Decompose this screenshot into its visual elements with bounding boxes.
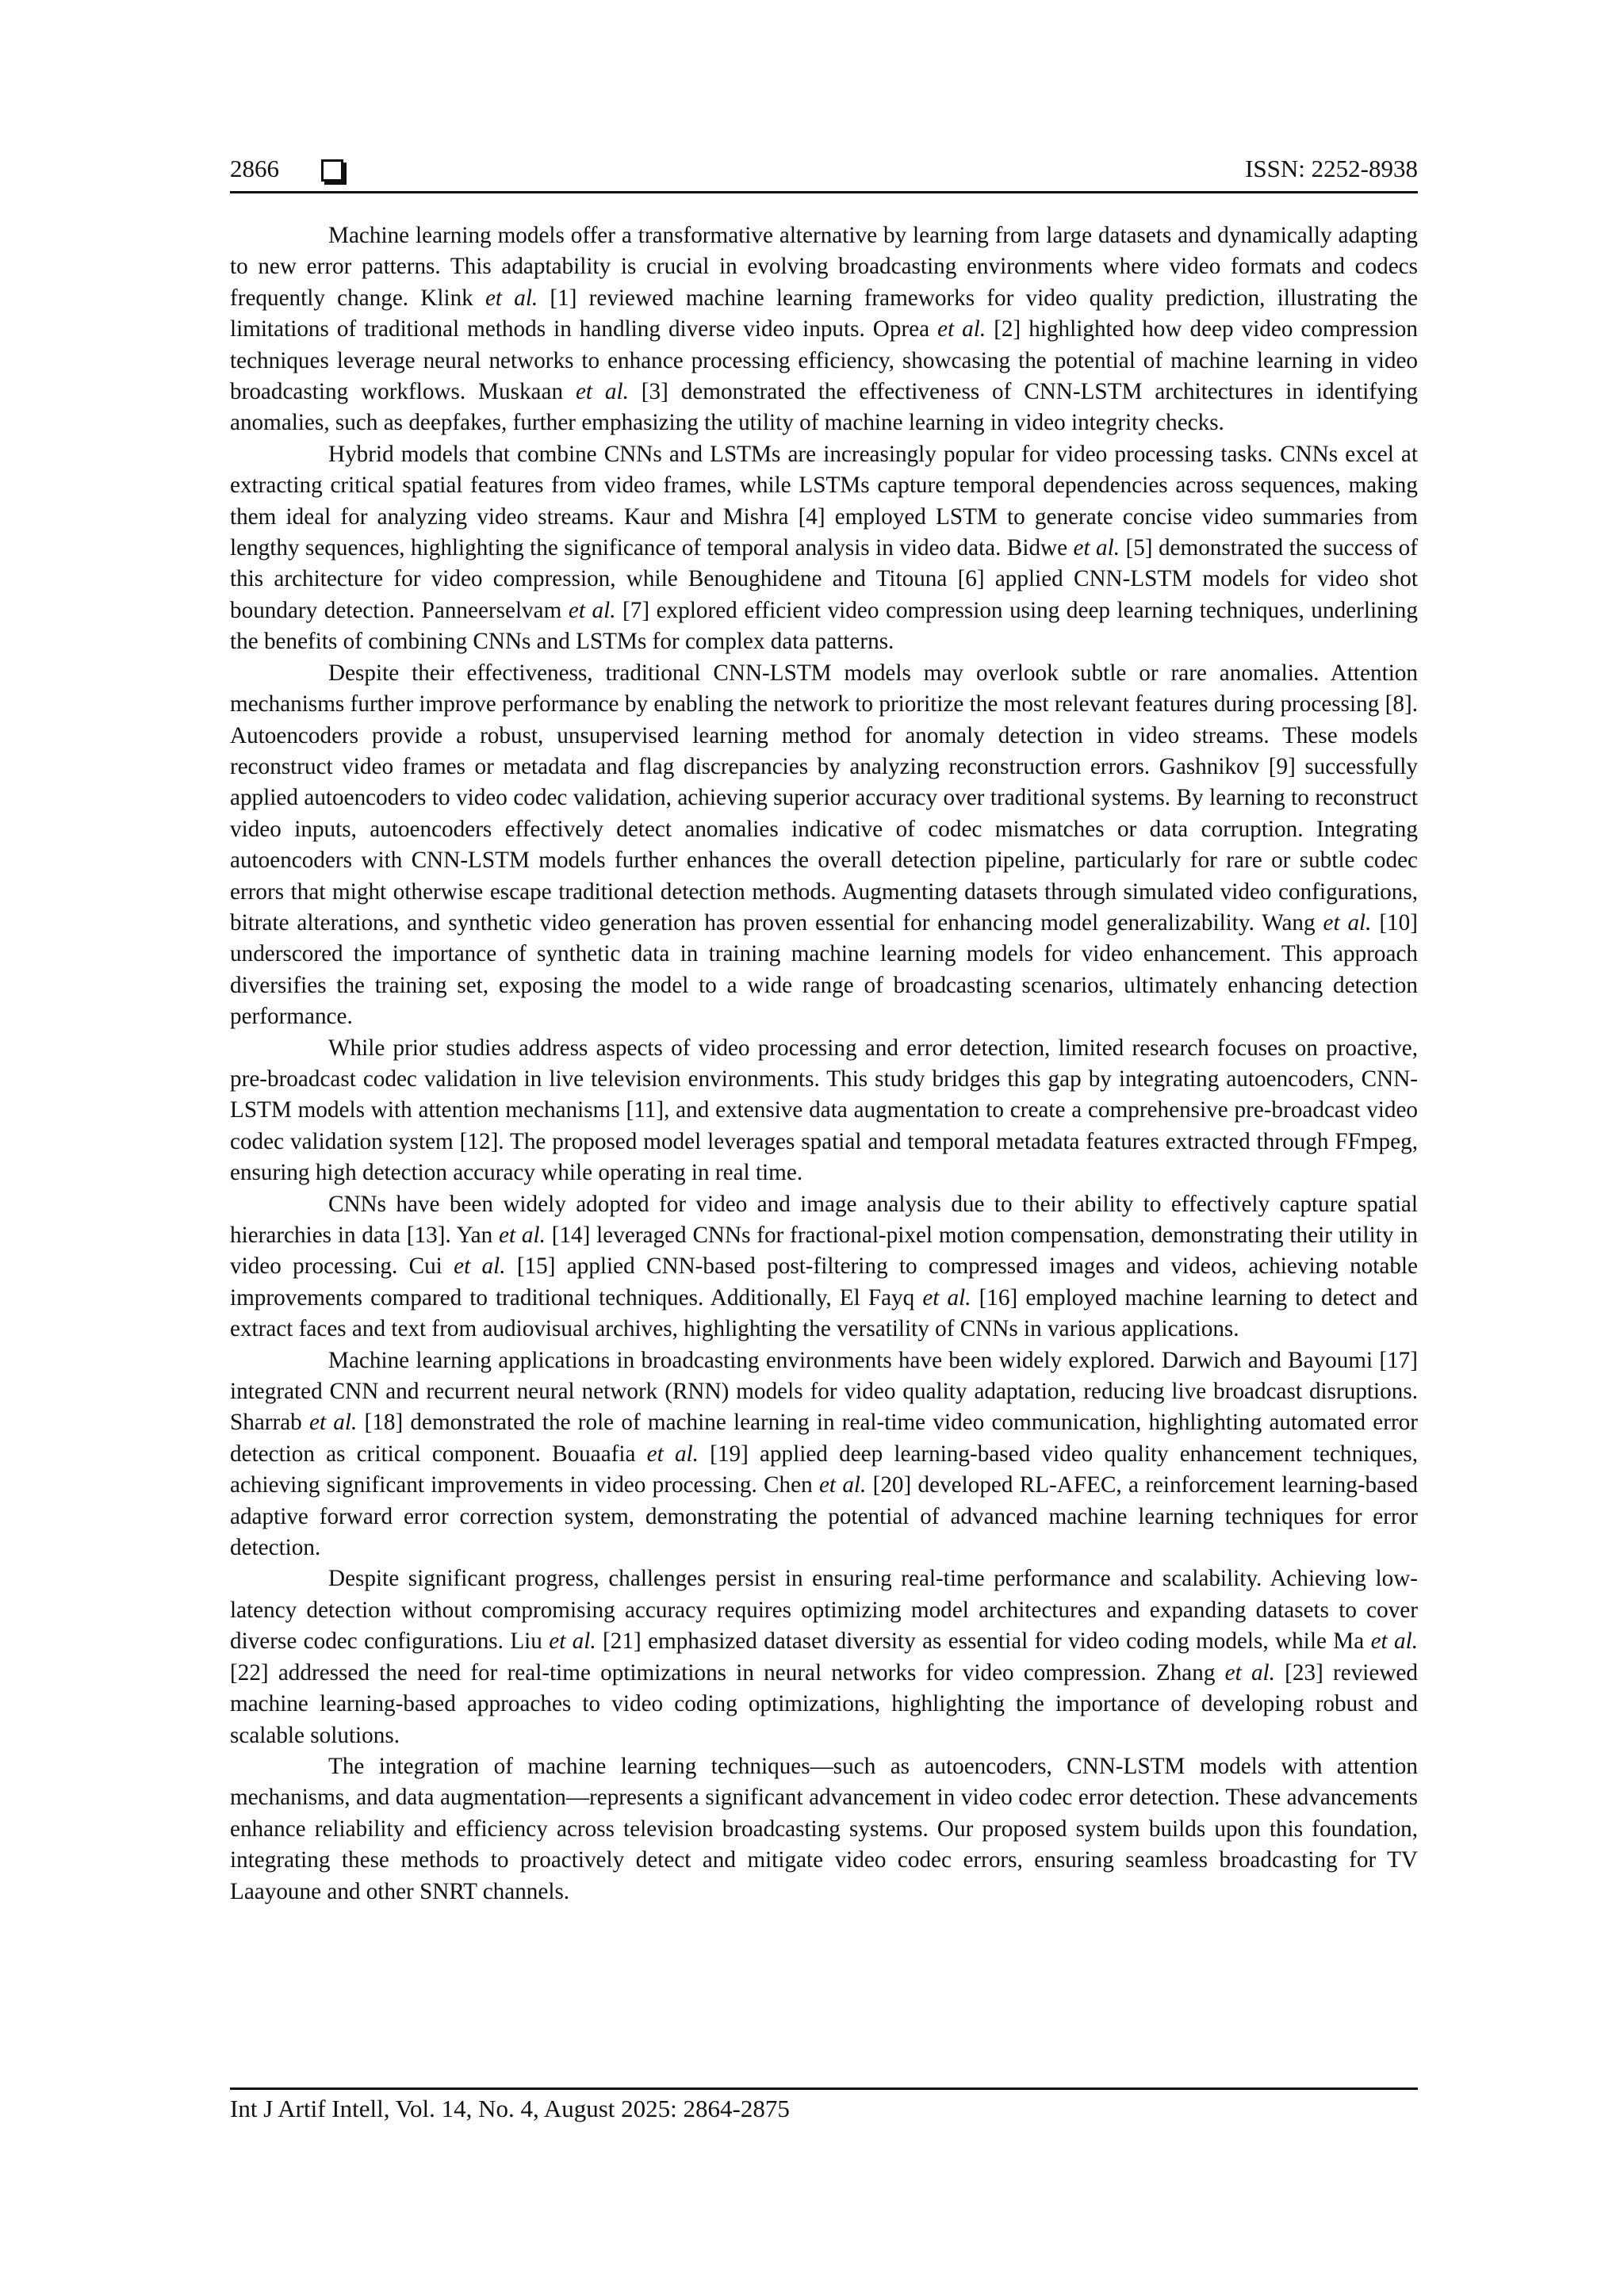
paragraph-5: CNNs have been widely adopted for video and image analysis due to their ability to effectively capture spatial hierarchies in data [13]. Yan et al. [14] leveraged CNNs for fractional-pixel motion compensation, demonstrating their utility in video processing. Cui et al. [15] applied CNN-based post-filtering to compressed images and videos, achieving notable improvements compared to traditional techniques. Additionally, El Fayq et al. [16] employed machine learning to detect and extract faces and text from audiovisual archives, highlighting the versatility of CNNs in various applications. bbox=[230, 1191, 1418, 1342]
header-rule bbox=[230, 191, 1418, 193]
paragraph-6: Machine learning applications in broadcasting environments have been widely explored. Darwich and Bayoumi [17] integrated CNN and recurrent neural network (RNN) models for video quality adaptation, reducing live broadcast disruptions. Sharrab et al. [18] demonstrated the role of machine learning in real-time video communication, highlighting automated error detection as critical component. Bouaafia et al. [19] applied deep learning-based video quality enhancement techniques, achieving significant improvements in video processing. Chen et al. [20] developed RL-AFEC, a reinforcement learning-based adaptive forward error correction system, demonstrating the potential of advanced machine learning techniques for error detection. bbox=[230, 1347, 1418, 1561]
footer-rule bbox=[230, 2087, 1418, 2090]
paragraph-1: Machine learning models offer a transformative alternative by learning from large datasets and dynamically adapting to new error patterns. This adaptability is crucial in evolving broadcasting environments where video formats and codecs frequently change. Klink et al. [1] reviewed machine learning frameworks for video quality prediction, illustrating the limitations of traditional methods in handling diverse video inputs. Oprea et al. [2] highlighted how deep video compression techniques leverage neural networks to enhance processing efficiency, showcasing the potential of machine learning in video broadcasting workflows. Muskaan et al. [3] demonstrated the effectiveness of CNN-LSTM architectures in identifying anomalies, such as deepfakes, further emphasizing the utility of machine learning in video integrity checks. bbox=[230, 223, 1418, 436]
square-bullet-icon bbox=[321, 159, 343, 182]
paragraph-7: Despite significant progress, challenges persist in ensuring real-time performance and scalability. Achieving low-latency detection without compromising accuracy requires optimizing model architectures and expanding datasets to cover diverse codec configurations. Liu et al. [21] emphasized dataset diversity as essential for video coding models, while Ma et al. [22] addressed the need for real-time optimizations in neural networks for video compression. Zhang et al. [23] reviewed machine learning-based approaches to video coding optimizations, highlighting the importance of developing robust and scalable solutions. bbox=[230, 1566, 1418, 1748]
paragraph-2: Hybrid models that combine CNNs and LSTMs are increasingly popular for video processing tasks. CNNs excel at extracting critical spatial features from video frames, while LSTMs capture temporal dependencies across sequences, making them ideal for analyzing video streams. Kaur and Mishra [4] employed LSTM to generate concise video summaries from lengthy sequences, highlighting the significance of temporal analysis in video data. Bidwe et al. [5] demonstrated the success of this architecture for video compression, while Benoughidene and Titouna [6] applied CNN-LSTM models for video shot boundary detection. Panneerselvam et al. [7] explored efficient video compression using deep learning techniques, underlining the benefits of combining CNNs and LSTMs for complex data patterns. bbox=[230, 441, 1418, 655]
paragraph-8: The integration of machine learning techniques—such as autoencoders, CNN-LSTM models with attention mechanisms, and data augmentation—represents a significant advancement in video codec error detection. These advancements enhance reliability and efficiency across television broadcasting systems. Our proposed system builds upon this foundation, integrating these methods to proactively detect and mitigate video codec errors, ensuring seamless broadcasting for TV Laayoune and other SNRT channels. bbox=[230, 1753, 1418, 1904]
paragraph-3: Despite their effectiveness, traditional CNN-LSTM models may overlook subtle or rare anomalies. Attention mechanisms further improve performance by enabling the network to prioritize the most relevant features during processing [8]. Autoencoders provide a robust, unsupervised learning method for anomaly detection in video streams. These models reconstruct video frames or metadata and flag discrepancies by analyzing reconstruction errors. Gashnikov [9] successfully applied autoencoders to video codec validation, achieving superior accuracy over traditional systems. By learning to reconstruct video inputs, autoencoders effectively detect anomalies indicative of codec mismatches or data corruption. Integrating autoencoders with CNN-LSTM models further enhances the overall detection pipeline, particularly for rare or subtle codec errors that might otherwise escape traditional detection methods. Augmenting datasets through simulated video configurations, bitrate alterations, and synthetic video generation has proven essential for enhancing model generalizability. Wang et al. [10] underscored the importance of synthetic data in training machine learning models for video enhancement. This approach diversifies the training set, exposing the model to a wide range of broadcasting scenarios, ultimately enhancing detection performance. bbox=[230, 660, 1418, 1030]
issn-label: ISSN: 2252-8938 bbox=[1245, 155, 1418, 182]
paragraph-4: While prior studies address aspects of video processing and error detection, limited research focuses on proactive, pre-broadcast codec validation in live television environments. This study bridges this gap by integrating autoencoders, CNN-LSTM models with attention mechanisms [11], and extensive data augmentation to create a comprehensive pre-broadcast video codec validation system [12]. The proposed model leverages spatial and temporal metadata features extracted through FFmpeg, ensuring high detection accuracy while operating in real time. bbox=[230, 1035, 1418, 1186]
page-number: 2866 bbox=[230, 155, 279, 182]
page-header bbox=[230, 153, 1418, 194]
journal-citation: Int J Artif Intell, Vol. 14, No. 4, August 2025: 2864-2875 bbox=[230, 2095, 790, 2122]
article-body bbox=[230, 220, 1418, 1908]
